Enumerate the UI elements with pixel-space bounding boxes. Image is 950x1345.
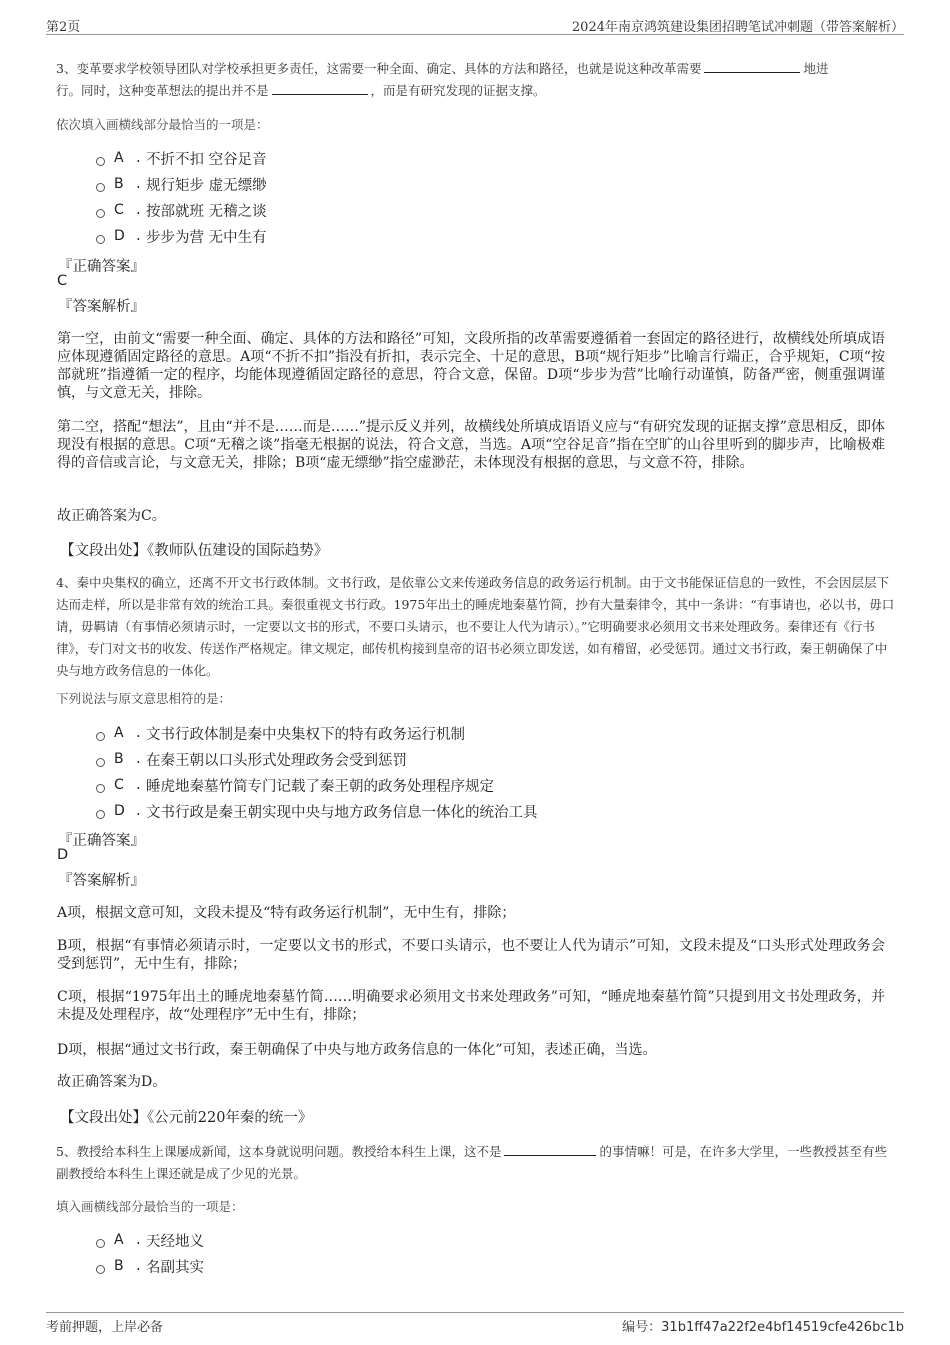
radio-icon[interactable] — [96, 209, 105, 218]
option-c[interactable]: C . 睡虎地秦墓竹简专门记载了秦王朝的政务处理程序规定 — [96, 772, 538, 798]
analysis-label: 『答案解析』 — [58, 873, 145, 889]
page-footer — [46, 1312, 904, 1337]
source-reference: 【文段出处】《教师队伍建设的国际趋势》 — [60, 543, 329, 559]
analysis-paragraph: C项，根据“1975年出土的睡虎地秦墓竹简……明确要求必须用文书来处理政务”可知，“睡虎地秦墓竹简”只提到用文书处理政务，并未提及处理程序，故“处理程序”无中生有，排除； — [57, 989, 885, 1023]
correct-answer: D — [57, 847, 69, 863]
radio-icon[interactable] — [96, 235, 105, 244]
radio-icon[interactable] — [96, 732, 105, 741]
analysis-label: 『答案解析』 — [58, 299, 145, 315]
fill-blank-2 — [272, 80, 368, 95]
analysis-paragraph: D项，根据“通过文书行政，秦王朝确保了中央与地方政务信息的一体化”可知，表述正确，当选。 — [57, 1042, 657, 1058]
question-4-text: 4、秦中央集权的确立，还离不开文书行政体制。文书行政，是依靠公文来传递政务信息的政务运行机制。由于文书能保证信息的一致性，不会因层层下达而走样，所以是非常有效的统治工具。秦很重视文书行政。1975年出土的睡虎地秦墓竹简，抄有大量秦律令，其中一条讲：“有事请也，必以书，毋口请，毋羁请（有事情必须请示时，一定要以文书的形式，不要口头请示，也不要让人代为请示）。”它明确要求必须用文书来处理政务。秦律还有《行书律》，专门对文书的收发、传送作严格规定。律文规定，邮传机构接到皇帝的诏书必须立即发送，如有稽留，必受惩罚。通过文书行政，秦王朝确保了中央与地方政务信息的一体化。 — [56, 575, 895, 678]
analysis-conclusion: 故正确答案为C。 — [57, 508, 166, 524]
document-title: 2024年南京鸿筑建设集团招聘笔试冲刺题（带答案解析） — [571, 20, 904, 35]
question-3-options — [96, 145, 267, 249]
analysis-conclusion: 故正确答案为D。 — [57, 1074, 167, 1090]
question-4-options — [96, 720, 538, 824]
question-5-instruction: 填入画横线部分最恰当的一项是： — [56, 1199, 244, 1214]
analysis-paragraph: A项，根据文意可知，文段未提及“特有政务运行机制”，无中生有，排除； — [57, 905, 516, 921]
option-b[interactable]: B . 在秦王朝以口头形式处理政务会受到惩罚 — [96, 746, 538, 772]
fill-blank-1 — [504, 1141, 596, 1156]
option-d[interactable]: D . 文书行政是秦王朝实现中央与地方政务信息一体化的统治工具 — [96, 798, 538, 824]
option-c[interactable]: C . 按部就班 无稽之谈 — [96, 197, 267, 223]
option-d[interactable]: D . 步步为营 无中生有 — [96, 223, 267, 249]
answer-label: 『正确答案』 — [58, 259, 145, 275]
radio-icon[interactable] — [96, 810, 105, 819]
analysis-paragraph: B项，根据“有事情必须请示时，一定要以文书的形式，不要口头请示，也不要让人代为请示”可知，文段未提及“口头形式处理政务会受到惩罚”，无中生有，排除； — [57, 938, 885, 972]
question-5-options — [96, 1227, 204, 1279]
radio-icon[interactable] — [96, 1265, 105, 1274]
page-header — [46, 14, 904, 35]
correct-answer: C — [57, 273, 68, 289]
radio-icon[interactable] — [96, 1239, 105, 1248]
radio-icon[interactable] — [96, 183, 105, 192]
radio-icon[interactable] — [96, 758, 105, 767]
question-4-instruction: 下列说法与原文意思相符的是： — [56, 691, 232, 706]
source-reference: 【文段出处】《公元前220年秦的统一》 — [60, 1110, 313, 1126]
analysis-paragraph: 第一空，由前文“需要一种全面、确定、具体的方法和路径”可知，文段所指的改革需要遵循着一套固定的路径进行，故横线处所填成语应体现遵循固定路径的意思。A项“不折不扣”指没有折扣，表示完全、十足的意思，B项“规行矩步”比喻言行端正，合乎规矩，C项“按部就班”指遵循一定的程序，均能体现遵循固定路径的意思，符合文意，保留。D项“步步为营”比喻行动谨慎，防备严密，侧重强调谨慎，与文意无关，排除。 — [57, 331, 885, 401]
option-a[interactable]: A . 不折不扣 空谷足音 — [96, 145, 267, 171]
question-5-text: 5、教授给本科生上课屡成新闻，这本身就说明问题。教授给本科生上课，这不是 的事情嘛！可是，在许多大学里，一些教授甚至有些副教授给本科生上课还就是成了少见的光景。 — [56, 1141, 896, 1185]
option-a[interactable]: A . 天经地义 — [96, 1227, 204, 1253]
fill-blank-1 — [704, 58, 800, 73]
question-3-text: 3、变革要求学校领导团队对学校承担更多责任，这需要一种全面、确定、具体的方法和路径，也就是说这种改革需要 地进 行。同时，这种变革想法的提出并不是 ，而是有研究发现的证据支撑。 — [56, 58, 896, 102]
option-b[interactable]: B . 名副其实 — [96, 1253, 204, 1279]
footer-slogan: 考前押题，上岸必备 — [46, 1320, 164, 1335]
radio-icon[interactable] — [96, 784, 105, 793]
option-b[interactable]: B . 规行矩步 虚无缥缈 — [96, 171, 267, 197]
document-id: 编号：31b1ff47a22f2e4bf14519cfe426bc1b — [622, 1320, 904, 1335]
page-number: 第2页 — [46, 20, 81, 35]
analysis-paragraph: 第二空，搭配“想法”，且由“并不是……而是……”提示反义并列，故横线处所填成语语义应与“有研究发现的证据支撑”意思相反，即体现没有根据的意思。C项“无稽之谈”指毫无根据的说法，符合文意，当选。A项“空谷足音”指在空旷的山谷里听到的脚步声，比喻极难得的音信或言论，与文意无关，排除；B项“虚无缥缈”指空虚渺茫，未体现没有根据的意思，与文意不符，排除。 — [57, 419, 885, 471]
radio-icon[interactable] — [96, 157, 105, 166]
question-3-instruction: 依次填入画横线部分最恰当的一项是： — [56, 117, 269, 132]
answer-label: 『正确答案』 — [58, 833, 145, 849]
option-a[interactable]: A . 文书行政体制是秦中央集权下的特有政务运行机制 — [96, 720, 538, 746]
